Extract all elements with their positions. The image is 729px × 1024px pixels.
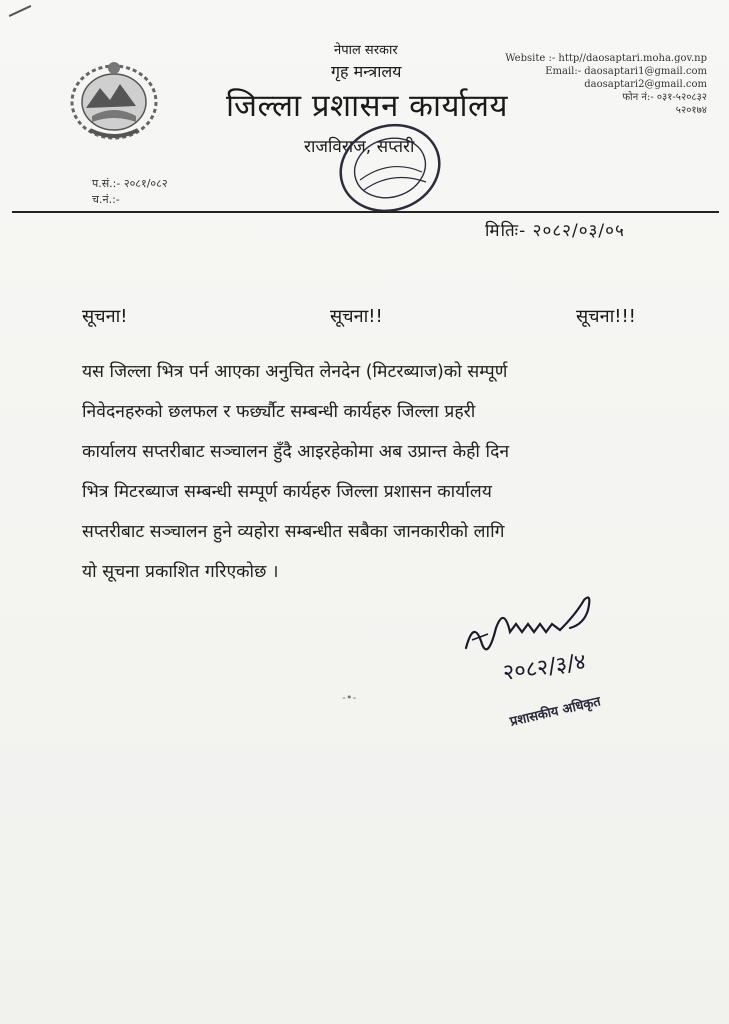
notice-body — [82, 352, 702, 592]
phone-number-2: ५२०१७४ — [675, 105, 707, 116]
body-line: यो सूचना प्रकाशित गरिएकोछ । — [82, 562, 279, 582]
contact-block — [505, 52, 707, 117]
reference-block — [92, 176, 168, 208]
phone-number: फोन नं:- ०३१-५२०८३२ — [622, 92, 707, 103]
office-stamp-icon — [330, 118, 448, 222]
notice-heading-1: सूचना! — [82, 306, 128, 327]
officer-signature-icon — [452, 588, 652, 698]
government-name: नेपाल सरकार — [334, 43, 398, 58]
body-line: कार्यालय सप्तरीबाट सञ्चालन हुँदै आइरहेकोमा अब उप्रान्त केही दिन — [82, 442, 510, 462]
notice-heading-3: सूचना!!! — [576, 306, 636, 327]
body-line: भित्र मिटरब्याज सम्बन्धी सम्पूर्ण कार्यहरु जिल्ला प्रशासन कार्यालय — [82, 482, 492, 502]
body-line: यस जिल्ला भित्र पर्न आएका अनुचित लेनदेन (मिटरब्याज)को सम्पूर्ण — [82, 362, 508, 382]
separator-mark: -•- — [342, 691, 357, 704]
email-secondary: daosaptari2@gmail.com — [584, 79, 707, 90]
body-line: सप्तरीबाट सञ्चालन हुने व्यहोरा सम्बन्धीत सबैका जानकारीको लागि — [82, 522, 505, 542]
office-location: राजविराज, सप्तरी — [304, 137, 415, 157]
header-divider — [12, 211, 719, 213]
letter-number: प.सं.:- २०८१/०८२ — [92, 177, 168, 190]
nepal-emblem-icon — [66, 58, 162, 142]
signature-date: २०८२/३/४ — [501, 649, 588, 686]
corner-pen-mark — [9, 5, 32, 17]
body-line: निवेदनहरुको छलफल र फर्छ्यौट सम्बन्धी कार्यहरु जिल्ला प्रहरी — [82, 402, 476, 422]
issue-date: मितिः- २०८२/०३/०५ — [485, 221, 625, 241]
officer-designation: प्रशासकीय अधिकृत — [508, 694, 603, 730]
email-primary: Email:- daosaptari1@gmail.com — [545, 66, 707, 77]
office-title: जिल्ला प्रशासन कार्यालय — [226, 88, 509, 124]
notice-heading-2: सूचना!! — [330, 306, 383, 327]
ministry-name: गृह मन्त्रालय — [331, 62, 402, 81]
website-text: Website :- http//daosaptari.moha.gov.np — [505, 53, 707, 64]
dispatch-number: च.नं.:- — [92, 193, 120, 206]
